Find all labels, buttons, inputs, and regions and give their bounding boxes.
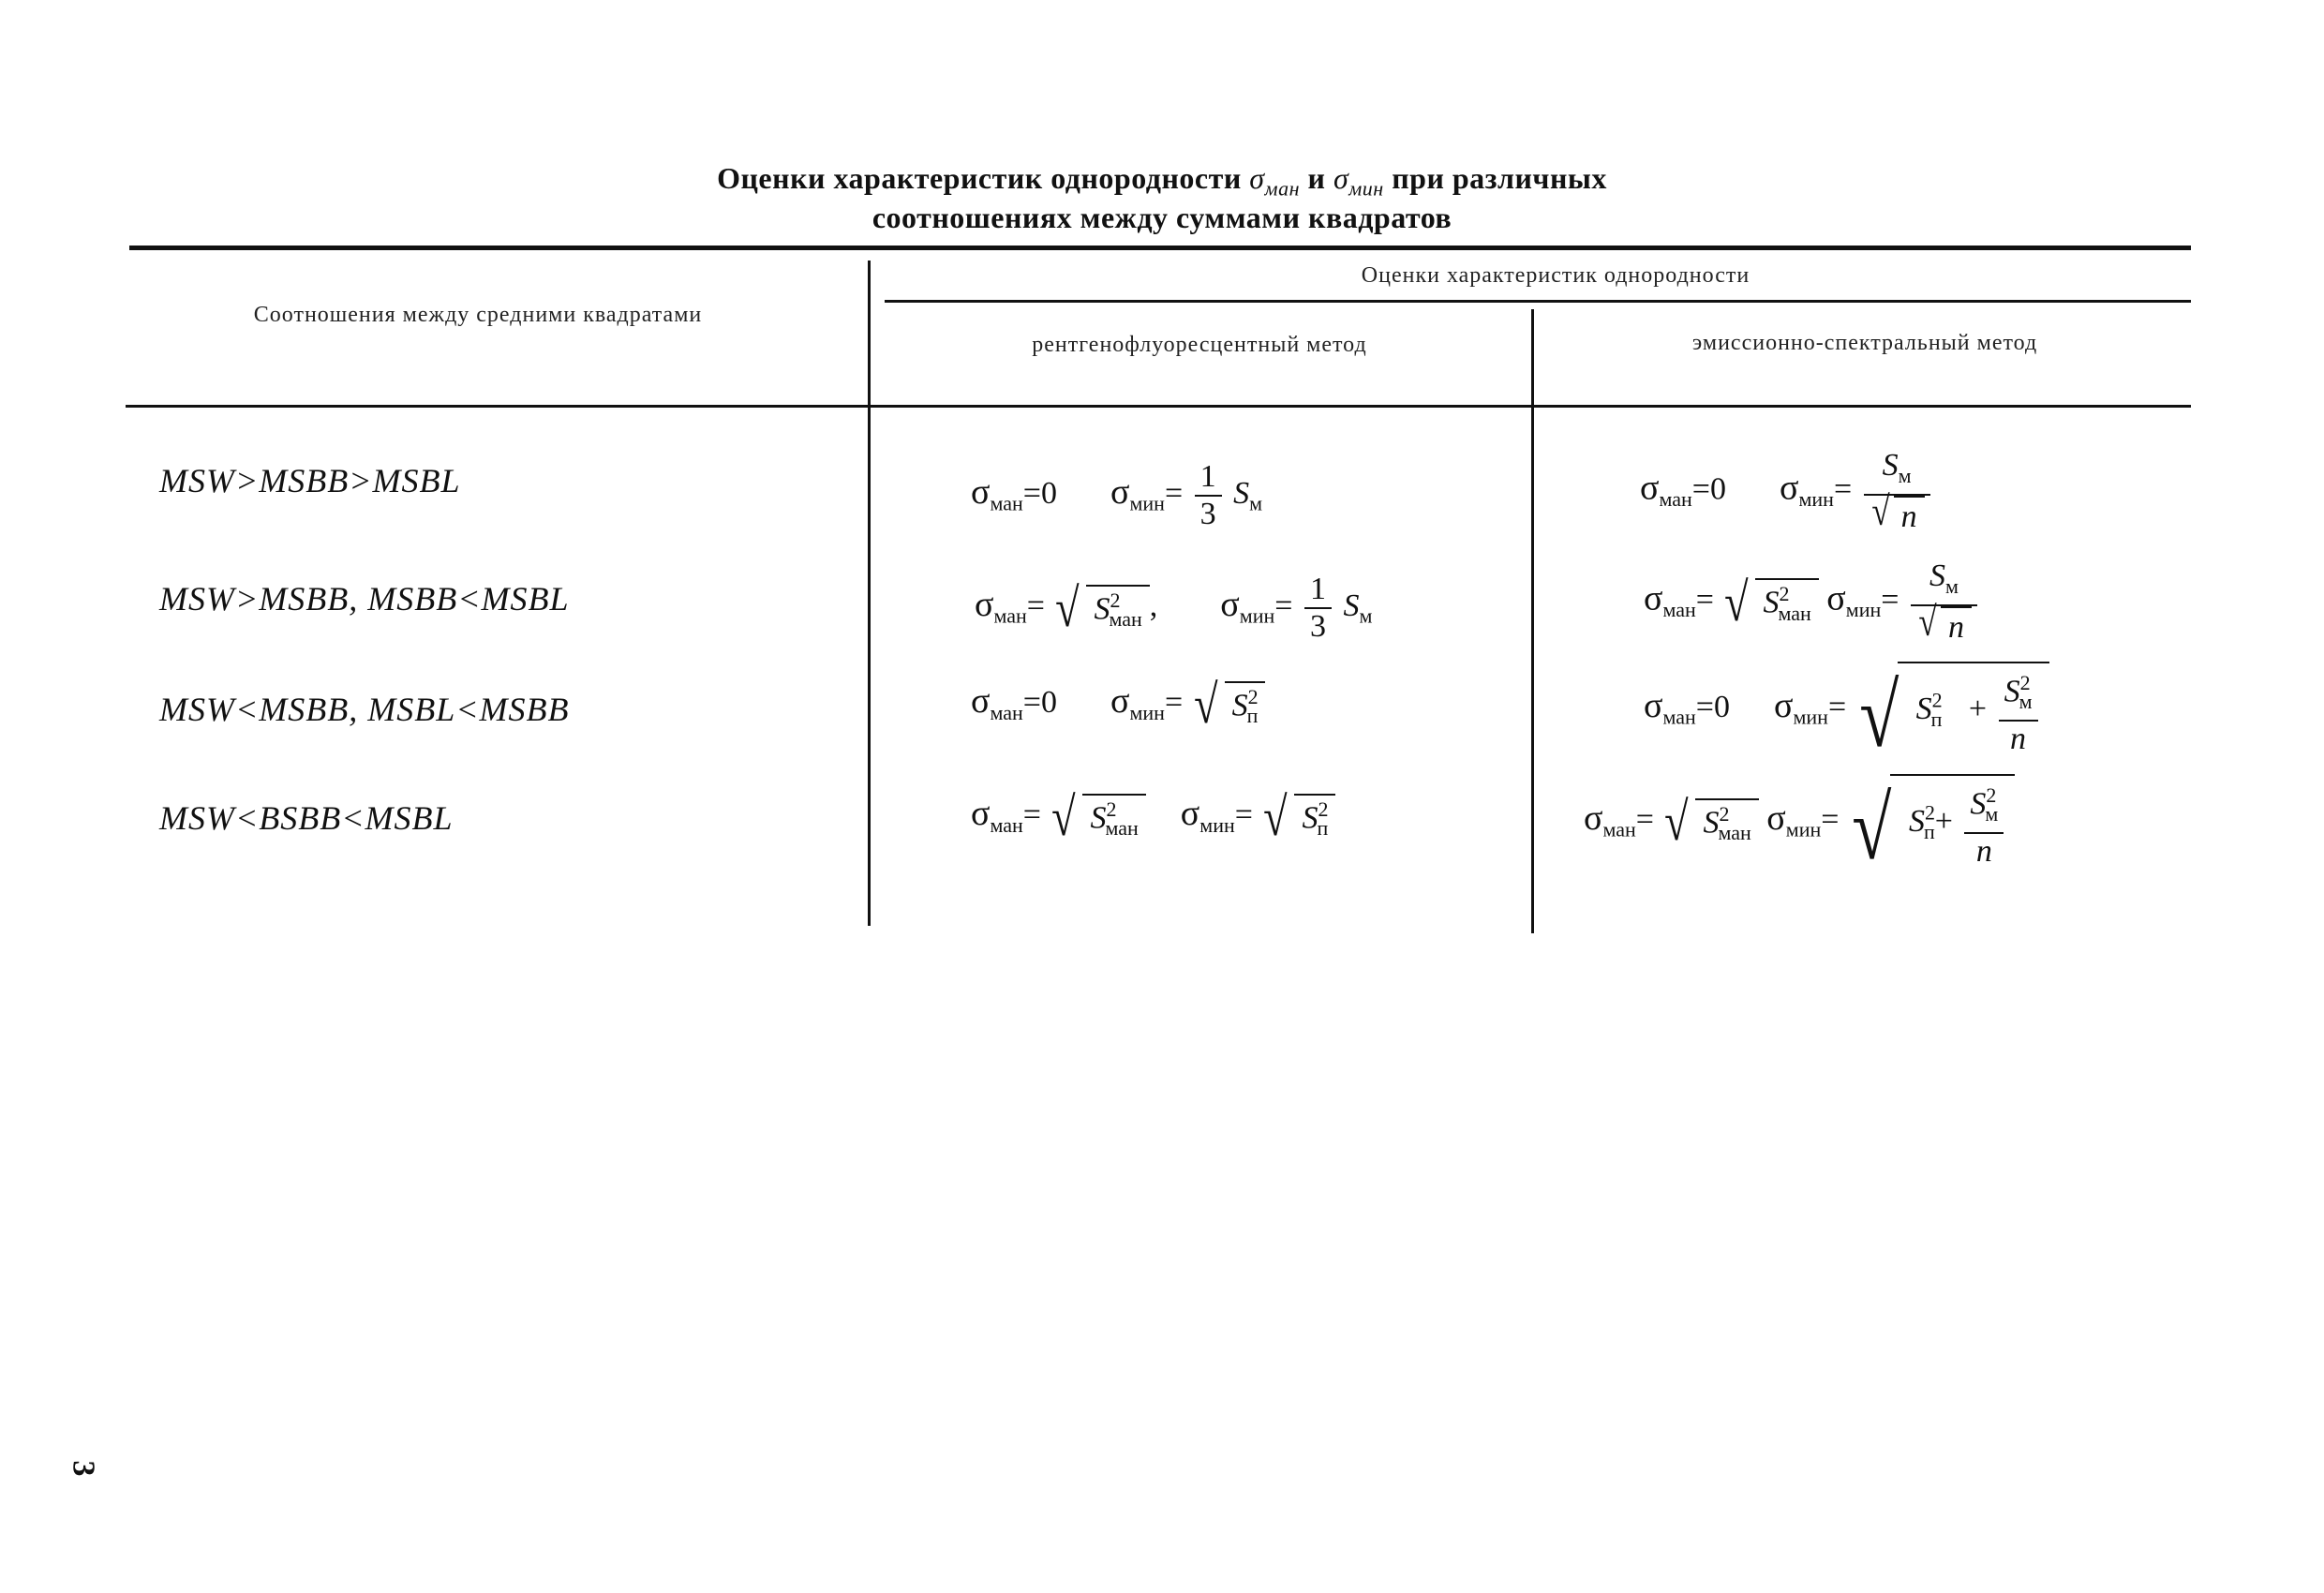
page-number: 3 — [66, 1460, 101, 1477]
table-title: Оценки характеристик однородности $\sigma_{ман}$ и $\sigma_{мин}$ при различных — [717, 161, 1607, 201]
header-emission-method: эмиссионно-спектральный метод — [1691, 331, 2038, 355]
sqrt-s2-p: √ $S^2_п$ — [1191, 681, 1266, 728]
condition-row-3: MSW<MSBB, MSBL<MSBB — [159, 691, 570, 728]
col1-divider — [868, 261, 871, 926]
group-header-rule — [885, 300, 2191, 303]
header-group: Оценки характеристик однородности — [1361, 263, 1750, 288]
table-title-line2: соотношениях между суммами квадратов — [872, 201, 1452, 234]
sqrt-s2-max: √ $S^2_{ман}$ — [1052, 585, 1149, 632]
xrf-formula-row-1: $\sigma_{ман}=0$ $\sigma_{мин}=$ $\frac{1}{3}$ $S_м$ — [971, 459, 1263, 531]
header-xrf-method: рентгенофлуоресцентный метод — [1032, 333, 1367, 357]
xrf-formula-row-2: $\sigma_{ман}=$ √ $S^2_{ман}$ , $\sigma_{мин}=$ $\frac{1}{3}$ $S_м$ — [975, 572, 1373, 644]
emission-formula-row-1: $\sigma_{ман}=0$ $\sigma_{мин}=$ $S_м$ √ n — [1640, 448, 1934, 535]
emission-formula-row-4: $\sigma_{ман}=$ √ $S^2_{ман}$ $\sigma_{мин}=$ √ $S^2_п+$ $\frac{S^2_м}{n}$ — [1584, 774, 2015, 870]
xrf-formula-row-3: $\sigma_{ман}=0$ $\sigma_{мин}=$ √ $S^2_п$ — [971, 680, 1265, 728]
table-top-rule — [129, 246, 2191, 250]
header-ratios: Соотношения между средними квадратами — [253, 303, 703, 327]
header-bottom-rule — [126, 405, 2191, 408]
sigma-max-symbol: $\sigma_{ман}$ — [1249, 161, 1301, 201]
condition-row-1: MSW>MSBB>MSBL — [159, 462, 461, 499]
condition-row-2: MSW>MSBB, MSBB<MSBL — [159, 580, 570, 618]
fraction-one-third: $\frac{1}{3}$ — [1195, 459, 1222, 532]
condition-row-4: MSW<BSBB<MSBL — [159, 799, 454, 837]
emission-formula-row-3: $\sigma_{ман}=0$ $\sigma_{мин}=$ √ $S^2_п$ + $\frac{S^2_м}{n}$ — [1644, 662, 2049, 757]
col2-divider — [1531, 309, 1534, 933]
emission-formula-row-2: $\sigma_{ман}=$ √ $S^2_{ман}$ $\sigma_{мин}=$ $S_м$ √ n — [1644, 558, 1981, 646]
sqrt-sp2-plus-sm2-over-n: √ $S^2_п$ + $\frac{S^2_м}{n}$ — [1855, 662, 2049, 757]
fraction-sm-over-sqrt-n: $S_м$ √ n — [1864, 448, 1930, 535]
xrf-formula-row-4: $\sigma_{ман}=$ √ $S^2_{ман}$ $\sigma_{мин}=$ √ $S^2_п$ — [971, 793, 1335, 841]
sigma-min-symbol: $\sigma_{мин}$ — [1333, 161, 1384, 201]
